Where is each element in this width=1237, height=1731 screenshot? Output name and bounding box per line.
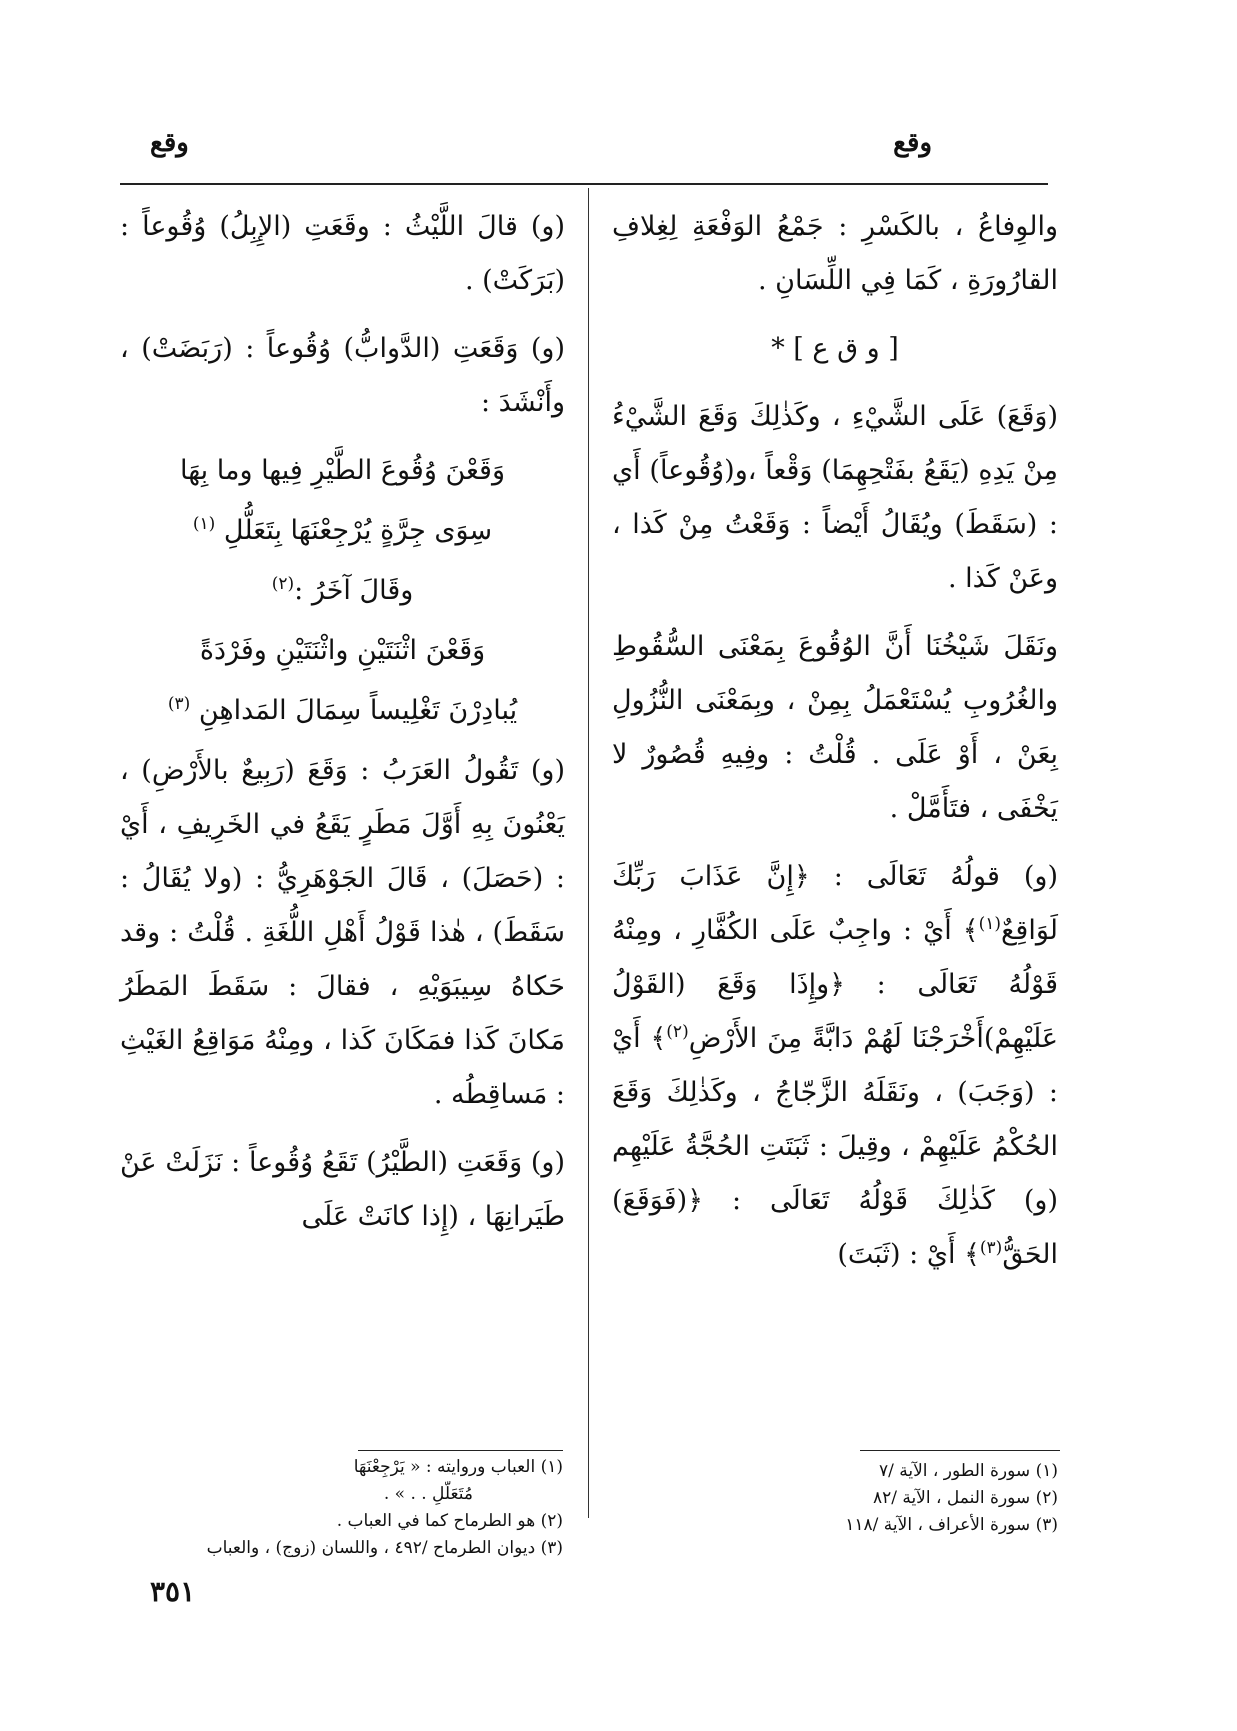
footnote: (٣) سورة الأعراف ، الآية /١١٨	[845, 1515, 1058, 1535]
column-divider	[588, 188, 589, 1518]
verse-line	[120, 684, 565, 738]
paragraph: (و) وَقَعَتِ (الطَّيْرُ) تَقَعُ وُقُوعاً : نَزَلَتْ عَنْ طَيَرانِهَا ، (إِذا كانَتْ عَلَى	[120, 1147, 565, 1232]
footnotes-right	[760, 1458, 1058, 1539]
paragraph: (وَقَعَ) عَلَى الشَّيْءِ ، وكَذٰلِكَ وَقَعَ الشَّيْءُ مِنْ يَدِهِ (يَقَعُ بفَتْحِهِمَا) وَقْعاً ،و(وُقُوعاً) أَي : (سَقَطَ) ويُقَالُ أَيْضاً : وَقَعْتُ مِنْ كَذا ، وعَنْ كَذا .	[612, 401, 1058, 594]
entry-heading: [ و ق ع ] *	[771, 333, 899, 364]
text-run: وقَالَ آخَرُ :	[294, 575, 414, 606]
verse-line: وَقَعْنَ وُقُوعَ الطَّيْرِ فِيها وما بِهَا	[179, 455, 505, 486]
footnote: (١) سورة الطور ، الآية /٧	[878, 1461, 1058, 1481]
verse-intro	[120, 564, 565, 618]
footnote: (٣) ديوان الطرماح /٤٩٢ ، واللسان (زوج) ، والعباب	[206, 1538, 563, 1558]
footnote-rule-left	[358, 1450, 563, 1451]
left-column	[120, 200, 565, 1258]
text-run: ﴾ أَيْ : (ثَبَتَ)	[837, 1239, 980, 1270]
paragraph: والوِفاعُ ، بالكَسْرِ : جَمْعُ الوَفْعَةِ لِغِلافِ القارُورَةِ ، كَمَا فِي اللِّسَانِ .	[612, 211, 1058, 296]
footnote: مُتَعَلَّلِ . . » .	[383, 1484, 473, 1504]
right-column	[612, 200, 1058, 1296]
text-run: يُبادِرْنَ تَغْلِيساً سِمَالَ المَداهِنِ	[198, 695, 518, 726]
verse-line	[120, 504, 565, 558]
paragraph: (و) قالَ اللَّيْثُ : وقَعَتِ (الإِبِلُ) وُقُوعاً : (بَرَكَتْ) .	[120, 211, 565, 296]
footnote-ref: (١)	[192, 514, 216, 534]
footnote-ref: (٣)	[979, 1238, 1003, 1258]
paragraph: ونَقَلَ شَيْخُنَا أَنَّ الوُقُوعَ بِمَعْنَى السُّقُوطِ والغُرُوبِ يُسْتَعْمَلُ بِمِنْ ، وبِمَعْنَى النُّزُولِ بِعَنْ ، أَوْ عَلَى . قُلْتُ : وفِيهِ قُصُورٌ لا يَخْفَى ، فتَأَمَّلْ .	[612, 631, 1058, 824]
footnote: (١) العباب وروايته : « يَرْجِعْنَهَا	[353, 1457, 563, 1477]
text-run: (و) قولُهُ تَعَالَى : ﴿إِنَّ عَذَابَ رَبِّكَ لَوَاقِعٌ	[612, 861, 1058, 946]
footnote-ref: (٢)	[271, 574, 295, 594]
footnote-ref: (٢)	[666, 1022, 689, 1042]
footnote-ref: (٣)	[167, 694, 191, 714]
footnote: (٢) سورة النمل ، الآية /٨٢	[872, 1488, 1058, 1508]
paragraph: (و) وَقَعَتِ (الدَّوابُّ) وُقُوعاً : (رَبَضَتْ) ، وأَنْشَدَ :	[120, 333, 565, 418]
running-header-left: وقع	[150, 128, 189, 158]
header-rule	[120, 183, 1048, 185]
text-run: ﴾ أَيْ : (وَجَبَ) ، ونَقَلَهُ الزَّجّاجُ ، وكَذٰلِكَ وَقَعَ الحُكْمُ عَلَيْهِمْ ، وقِيلَ : ثَبَتَتِ الحُجَّةُ عَلَيْهِم (و) كَذٰلِكَ قَوْلُهُ تَعَالَى : ﴿(فَوَقَعَ) الحَقُّ	[612, 1023, 1058, 1270]
footnote-ref: (١)	[978, 914, 1002, 934]
paragraph	[612, 850, 1058, 1282]
footnotes-left	[148, 1454, 563, 1562]
paragraph: (و) تَقُولُ العَرَبُ : وَقَعَ (رَبِيعٌ بالأَرْضِ) ، يَعْنُونَ بِهِ أَوَّلَ مَطَرٍ يَقَعُ في الخَرِيفِ ، أَيْ : (حَصَلَ) ، قَالَ الجَوْهَرِيُّ : (ولا يُقَالُ : سَقَطَ) ، هٰذا قَوْلُ أَهْلِ اللُّغَةِ . قُلْتُ : وقد حَكاهُ سِيبَوَيْهِ ، فقالَ : سَقَطَ المَطَرُ مَكانَ كَذا فمَكَانَ كَذا ، ومِنْهُ مَوَاقِعُ الغَيْثِ : مَساقِطُه .	[120, 755, 565, 1110]
running-header-right: وقع	[893, 128, 932, 158]
verse-line: وَقَعْنَ اثْنَتَيْنِ واثْنَتَيْنِ وفَرْدَةً	[199, 635, 486, 666]
footnote-rule-right	[860, 1450, 1060, 1451]
footnote: (٢) هو الطرماح كما في العباب .	[336, 1511, 563, 1531]
page-number: ٣٥١	[150, 1575, 196, 1608]
text-run: ﴾ أَيْ : واجِبٌ عَلَى الكُفَّارِ ، ومِنْهُ قَوْلُهُ تَعَالَى : ﴿وإِذَا وَقَعَ (القَوْلُ عَلَيْهِمْ)أَخْرَجْنَا لَهُمْ دَابَّةً مِنَ الأَرْضِ	[612, 915, 1058, 1054]
text-run: سِوَى جِرَّةٍ يُرْجِعْنَهَا بِتَعَلُّلِ	[223, 515, 493, 546]
